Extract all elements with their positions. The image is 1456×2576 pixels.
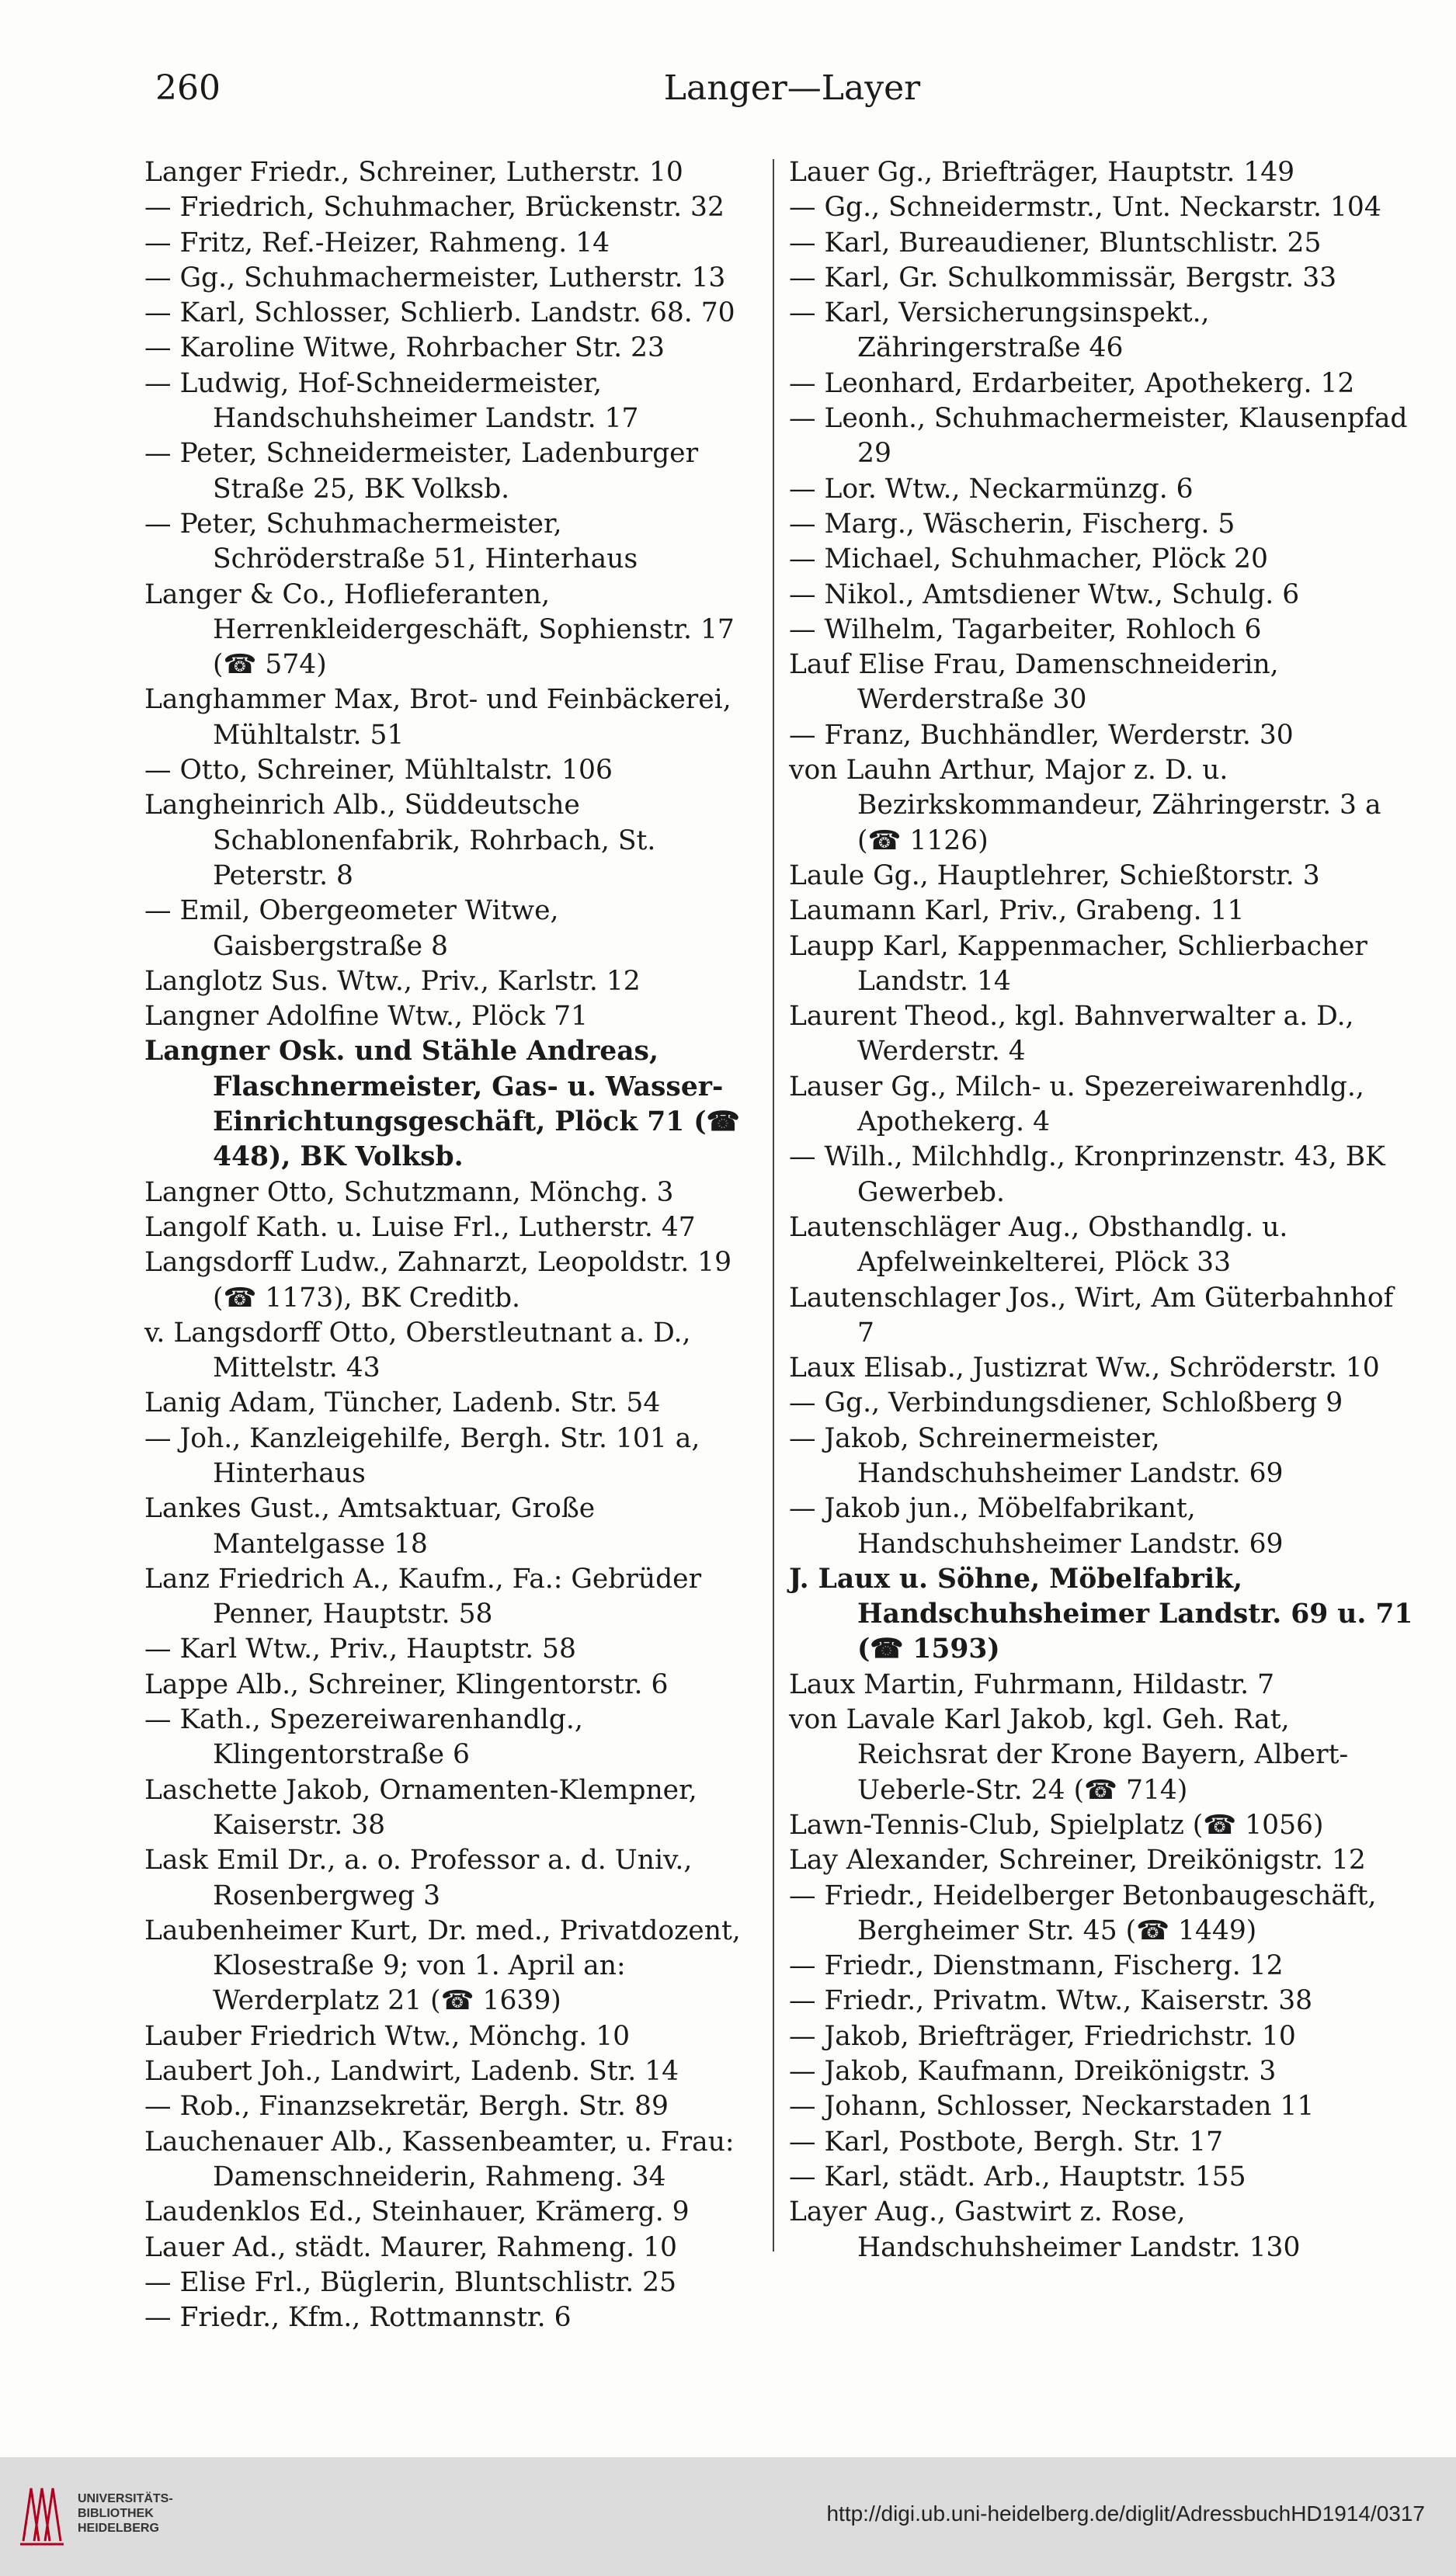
directory-entry: Langner Adolfine Wtw., Plöck 71 (144, 1001, 589, 1033)
directory-entry: — Kath., Spezereiwarenhandlg., Klingentorstraße 6 (144, 1704, 583, 1771)
directory-entry: Laumann Karl, Priv., Grabeng. 11 (789, 895, 1245, 927)
directory-entry: Lask Emil Dr., a. o. Professor a. d. Univ., Rosenbergweg 3 (144, 1845, 693, 1911)
directory-entry: — Lor. Wtw., Neckarmünzg. 6 (789, 473, 1194, 505)
directory-entry: Lauser Gg., Milch- u. Spezereiwarenhdlg., Apothekerg. 4 (789, 1071, 1364, 1138)
directory-entry: — Michael, Schuhmacher, Plöck 20 (789, 543, 1268, 575)
directory-entry: Lanig Adam, Tüncher, Ladenb. Str. 54 (144, 1387, 661, 1419)
directory-entry: Langer & Co., Hoflieferanten, Herrenkleidergeschäft, Sophienstr. 17 (☎ 574) (144, 578, 735, 681)
directory-entry: — Wilhelm, Tagarbeiter, Rohloch 6 (789, 613, 1262, 645)
library-name: UNIVERSITÄTS-BIBLIOTHEK HEIDELBERG (78, 2492, 173, 2535)
directory-entry: — Franz, Buchhändler, Werderstr. 30 (789, 719, 1294, 751)
directory-entry: Laurent Theod., kgl. Bahnverwalter a. D., Werderstr. 4 (789, 1001, 1354, 1068)
directory-entry: Laux Elisab., Justizrat Ww., Schröderstr. 10 (789, 1352, 1380, 1384)
source-url-link[interactable]: http://digi.ub.uni-heidelberg.de/diglit/AdressbuchHD1914/0317 (826, 2501, 1425, 2526)
directory-entry: — Leonhard, Erdarbeiter, Apothekerg. 12 (789, 367, 1355, 399)
directory-entry: Lauber Friedrich Wtw., Mönchg. 10 (144, 2020, 631, 2052)
directory-entry: — Jakob jun., Möbelfabrikant, Handschuhsheimer Landstr. 69 (789, 1493, 1284, 1560)
directory-entry: Lappe Alb., Schreiner, Klingentorstr. 6 (144, 1668, 669, 1700)
directory-entry: — Friedr., Privatm. Wtw., Kaiserstr. 38 (789, 1985, 1313, 2017)
directory-entry: Laschette Jakob, Ornamenten-Klempner, Kaiserstr. 38 (144, 1774, 697, 1841)
directory-entry: Langner Osk. und Stähle Andreas, Flaschnermeister, Gas- u. Wasser-Einrichtungsgeschäft, Plöck 71 (☎ 448), BK Volksb. (144, 1036, 740, 1173)
directory-entry: — Rob., Finanzsekretär, Bergh. Str. 89 (144, 2091, 669, 2123)
directory-entry: Lawn-Tennis-Club, Spielplatz (☎ 1056) (789, 1809, 1324, 1841)
directory-entry: von Lauhn Arthur, Major z. D. u. Bezirkskommandeur, Zähringerstr. 3 a (☎ 1126) (789, 755, 1381, 856)
directory-entry: Lankes Gust., Amtsaktuar, Große Mantelgasse 18 (144, 1493, 596, 1560)
directory-entry: von Lavale Karl Jakob, kgl. Geh. Rat, Reichsrat der Krone Bayern, Albert-Ueberle-Str. 24 (☎ 714) (789, 1704, 1349, 1806)
left-column (144, 155, 766, 2335)
directory-entry: Laudenklos Ed., Steinhauer, Krämerg. 9 (144, 2196, 690, 2228)
directory-entry: Langhammer Max, Brot- und Feinbäckerei, Mühltalstr. 51 (144, 684, 731, 751)
directory-entry: — Karoline Witwe, Rohrbacher Str. 23 (144, 332, 665, 364)
column-divider (773, 159, 774, 2251)
directory-entry: Lauf Elise Frau, Damenschneiderin, Werderstraße 30 (789, 649, 1279, 716)
directory-entry: — Jakob, Schreinermeister, Handschuhsheimer Landstr. 69 (789, 1422, 1284, 1489)
directory-entry: — Jakob, Briefträger, Friedrichstr. 10 (789, 2020, 1296, 2052)
directory-entry: — Peter, Schuhmachermeister, Schröderstraße 51, Hinterhaus (144, 508, 638, 575)
directory-entry: Layer Aug., Gastwirt z. Rose, Handschuhsheimer Landstr. 130 (789, 2196, 1301, 2263)
directory-entry: — Karl, Bureaudiener, Bluntschlistr. 25 (789, 227, 1322, 259)
directory-entry: — Friedr., Kfm., Rottmannstr. 6 (144, 2302, 572, 2334)
directory-entry: — Joh., Kanzleigehilfe, Bergh. Str. 101 a, Hinterhaus (144, 1422, 700, 1489)
directory-entry: Lauer Ad., städt. Maurer, Rahmeng. 10 (144, 2231, 677, 2263)
running-title: Langer—Layer (663, 68, 921, 108)
directory-entry: — Johann, Schlosser, Neckarstaden 11 (789, 2091, 1315, 2123)
directory-entry: — Nikol., Amtsdiener Wtw., Schulg. 6 (789, 578, 1300, 610)
directory-entry: — Gg., Schuhmachermeister, Lutherstr. 13 (144, 262, 726, 293)
directory-entry: — Friedr., Dienstmann, Fischerg. 12 (789, 1950, 1284, 1982)
directory-entry: — Wilh., Milchhdlg., Kronprinzenstr. 43, BK Gewerbeb. (789, 1141, 1385, 1208)
directory-entry: — Gg., Verbindungsdiener, Schloßberg 9 (789, 1387, 1343, 1419)
directory-entry: — Karl, städt. Arb., Hauptstr. 155 (789, 2161, 1246, 2192)
directory-entry: Langer Friedr., Schreiner, Lutherstr. 10 (144, 157, 683, 188)
directory-entry: Langheinrich Alb., Süddeutsche Schablonenfabrik, Rohrbach, St. Peterstr. 8 (144, 790, 656, 891)
directory-entry: Langsdorff Ludw., Zahnarzt, Leopoldstr. 19 (☎ 1173), BK Creditb. (144, 1247, 732, 1314)
directory-entry: Laux Martin, Fuhrmann, Hildastr. 7 (789, 1668, 1275, 1700)
directory-entry: — Karl Wtw., Priv., Hauptstr. 58 (144, 1633, 576, 1665)
directory-entry: — Emil, Obergeometer Witwe, Gaisbergstraße 8 (144, 895, 559, 962)
page-header (148, 68, 1437, 123)
directory-entry: — Gg., Schneidermstr., Unt. Neckarstr. 104 (789, 192, 1381, 224)
directory-entry: Lanz Friedrich A., Kaufm., Fa.: Gebrüder Penner, Hauptstr. 58 (144, 1563, 702, 1630)
directory-entry: Laule Gg., Hauptlehrer, Schießtorstr. 3 (789, 859, 1320, 891)
directory-entry: — Karl, Schlosser, Schlierb. Landstr. 68. 70 (144, 297, 735, 329)
directory-entry: — Karl, Gr. Schulkommissär, Bergstr. 33 (789, 262, 1337, 293)
directory-entry: — Fritz, Ref.-Heizer, Rahmeng. 14 (144, 227, 610, 259)
directory-entry: — Leonh., Schuhmachermeister, Klausenpfad 29 (789, 403, 1408, 470)
directory-entry: v. Langsdorff Otto, Oberstleutnant a. D., Mittelstr. 43 (144, 1317, 691, 1384)
directory-entry: Lay Alexander, Schreiner, Dreikönigstr. 12 (789, 1845, 1366, 1876)
directory-entry: Laubenheimer Kurt, Dr. med., Privatdozent, Klosestraße 9; von 1. April an: Werderplatz 21 (☎ 1639) (144, 1915, 741, 2017)
viewer-footer (0, 2457, 1456, 2576)
directory-entry: — Marg., Wäscherin, Fischerg. 5 (789, 508, 1235, 540)
directory-entry: — Peter, Schneidermeister, Ladenburger Straße 25, BK Volksb. (144, 438, 699, 505)
directory-entry: Lauer Gg., Briefträger, Hauptstr. 149 (789, 157, 1295, 188)
directory-entry: — Ludwig, Hof-Schneidermeister, Handschuhsheimer Landstr. 17 (144, 367, 639, 435)
directory-entry: Langolf Kath. u. Luise Frl., Lutherstr. 47 (144, 1211, 696, 1243)
directory-entry: — Jakob, Kaufmann, Dreikönigstr. 3 (789, 2056, 1277, 2088)
page-number: 260 (155, 68, 221, 108)
directory-entry: — Friedr., Heidelberger Betonbaugeschäft, Bergheimer Str. 45 (☎ 1449) (789, 1880, 1377, 1946)
directory-entry: — Karl, Postbote, Bergh. Str. 17 (789, 2126, 1224, 2158)
directory-entry: J. Laux u. Söhne, Möbelfabrik, Handschuhsheimer Landstr. 69 u. 71 (☎ 1593) (789, 1563, 1413, 1665)
library-seal-icon (17, 2479, 65, 2549)
right-column (789, 155, 1418, 2265)
directory-entry: — Friedrich, Schuhmacher, Brückenstr. 32 (144, 192, 725, 224)
directory-entry: Lautenschlager Jos., Wirt, Am Güterbahnhof 7 (789, 1282, 1394, 1349)
directory-entry: Laubert Joh., Landwirt, Ladenb. Str. 14 (144, 2056, 679, 2088)
directory-entry: Langner Otto, Schutzmann, Mönchg. 3 (144, 1176, 674, 1208)
directory-entry: Lauchenauer Alb., Kassenbeamter, u. Frau: Damenschneiderin, Rahmeng. 34 (144, 2126, 735, 2192)
directory-entry: — Otto, Schreiner, Mühltalstr. 106 (144, 755, 613, 786)
directory-entry: Laupp Karl, Kappenmacher, Schlierbacher Landstr. 14 (789, 930, 1367, 997)
directory-entry: — Elise Frl., Büglerin, Bluntschlistr. 25 (144, 2266, 677, 2298)
directory-entry: Langlotz Sus. Wtw., Priv., Karlstr. 12 (144, 965, 641, 997)
directory-entry: Lautenschläger Aug., Obsthandlg. u. Apfelweinkelterei, Plöck 33 (789, 1211, 1288, 1279)
directory-entry: — Karl, Versicherungsinspekt., Zähringerstraße 46 (789, 297, 1210, 364)
